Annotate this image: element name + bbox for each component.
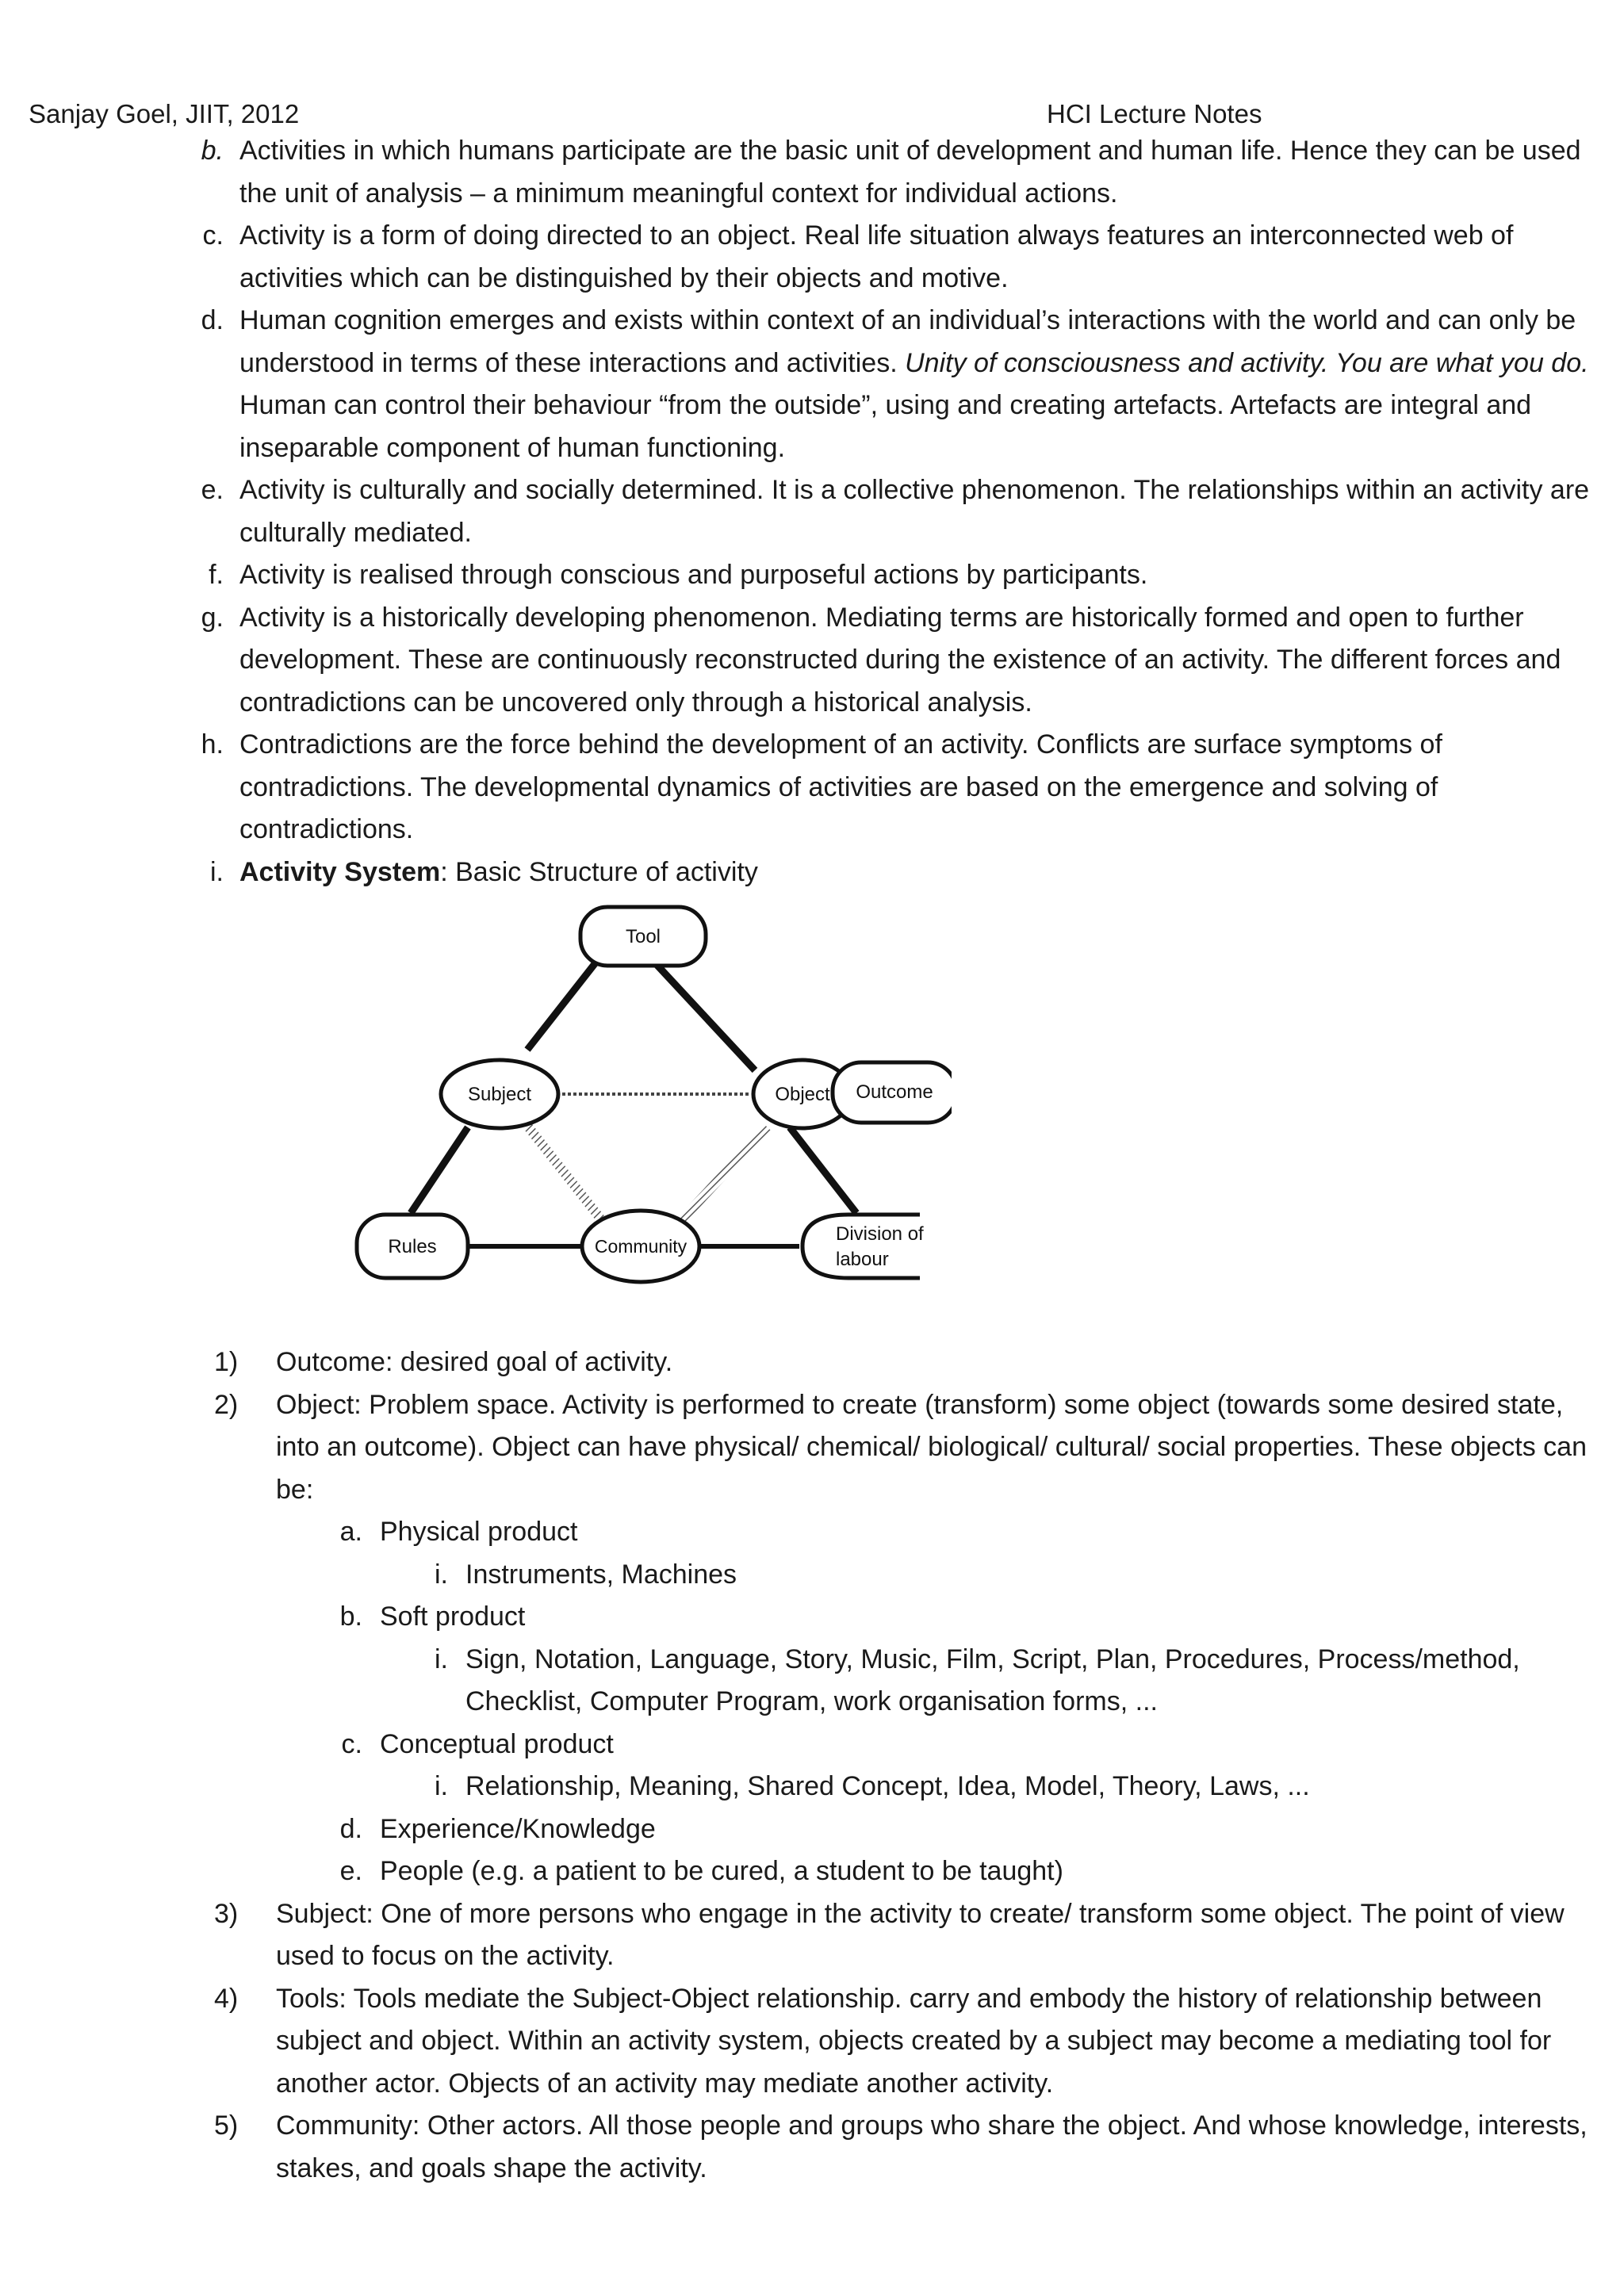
outcome-label: Outcome — [856, 1081, 933, 1103]
item-text: Activity is culturally and socially determined. It is a collective phenomenon. The relationships within an activity are culturally mediated. — [239, 475, 1590, 548]
item-text: Activity is realised through conscious and purposeful actions by participants. — [239, 560, 1148, 590]
item-text: Experience/Knowledge — [380, 1813, 656, 1844]
list-item — [174, 215, 1602, 300]
list-item — [214, 1893, 1602, 1978]
item-label: 2) — [214, 1389, 239, 1420]
list-item — [174, 469, 1602, 554]
item-text — [239, 851, 1602, 894]
item-label: d. — [339, 1813, 362, 1844]
activity-system-diagram — [349, 904, 952, 1284]
item-text: Activity is a historically developing phenomenon. Mediating terms are historically formed and open to further development. These are continuously reconstructed during the existence of an activity. The different forces and contradictions can be uncovered only through a historical analysis. — [239, 602, 1561, 718]
list-item — [214, 2105, 1602, 2190]
rules-label: Rules — [388, 1236, 437, 1257]
tool-object-edge — [650, 958, 755, 1070]
item-text: Outcome: desired goal of activity. — [276, 1347, 673, 1377]
item-text: Soft product — [380, 1601, 526, 1632]
item-label: a. — [339, 1517, 362, 1547]
item-label: c. — [341, 1728, 362, 1759]
item-label: f. — [209, 560, 224, 590]
item-label: 4) — [214, 1983, 239, 2014]
list-item — [214, 1850, 1602, 1893]
item-text: Object: Problem space. Activity is performed to create (transform) some object (towards some desired state, into an outcome). Object can have physical/ chemical/ biological/ cultural/ social properties. These objects can be: — [276, 1389, 1588, 1505]
item-text-part: : Basic Structure of activity — [440, 856, 758, 887]
list-item — [214, 1384, 1602, 1512]
item-label: h. — [201, 729, 224, 760]
list-item — [174, 554, 1602, 597]
item-text: Activity is a form of doing directed to an object. Real life situation always features an interconnected web of activities which can be distinguished by their objects and motive. — [239, 220, 1514, 293]
components-list — [214, 1341, 1602, 2190]
object-division-edge — [790, 1127, 856, 1213]
list-item — [214, 1978, 1602, 2106]
item-label: i. — [435, 1644, 448, 1674]
object-label: Object — [775, 1084, 830, 1105]
list-item — [214, 1766, 1602, 1808]
header-title: HCI Lecture Notes — [1047, 99, 1262, 128]
object-community-hatched-line — [682, 1127, 768, 1219]
item-text: Physical product — [380, 1517, 578, 1547]
list-item — [214, 1554, 1602, 1597]
list-item — [214, 1808, 1602, 1851]
item-text: Community: Other actors. All those people and groups who share the object. And whose knowledge, interests, stakes, and goals shape the activity. — [276, 2110, 1588, 2183]
division-label-line-1: Division of — [836, 1223, 924, 1245]
item-text: Relationship, Meaning, Shared Concept, Idea, Model, Theory, Laws, ... — [465, 1771, 1310, 1801]
item-label: e. — [339, 1856, 362, 1886]
item-label: d. — [201, 305, 224, 335]
tool-label: Tool — [625, 926, 661, 947]
item-text — [239, 300, 1602, 469]
item-label: i. — [210, 856, 224, 887]
item-label: b. — [201, 136, 224, 166]
list-item — [174, 724, 1602, 851]
item-text: Subject: One of more persons who engage in the activity to create/ transform some object. The point of view used to focus on the activity. — [276, 1898, 1565, 1971]
community-label: Community — [594, 1236, 688, 1257]
item-label: g. — [201, 602, 224, 633]
list-item — [214, 1639, 1602, 1724]
principles-list — [174, 130, 1602, 894]
item-label: c. — [202, 220, 224, 251]
item-label: e. — [201, 475, 224, 505]
italic-emphasis: Unity of consciousness and activity. You are what you do. — [905, 347, 1589, 378]
item-text: Activities in which humans participate are the basic unit of development and human life. Hence they can be used the unit of analysis – a minimum meaningful context for individual actions. — [239, 136, 1581, 209]
item-label: i. — [435, 1559, 448, 1590]
subject-rules-edge — [411, 1127, 468, 1213]
item-text: Instruments, Machines — [465, 1559, 737, 1590]
list-item — [214, 1511, 1602, 1554]
subject-label: Subject — [467, 1084, 532, 1105]
division-label-line-2: labour — [836, 1249, 889, 1270]
tool-subject-edge — [527, 958, 599, 1050]
item-text: Contradictions are the force behind the development of an activity. Conflicts are surface symptoms of contradictions. The developmental dynamics of activities are based on the emergence and solving of contradictions. — [239, 729, 1442, 844]
item-label: 3) — [214, 1898, 239, 1929]
subject-community-hatched-line — [527, 1126, 601, 1219]
header-author: Sanjay Goel, JIIT, 2012 — [29, 99, 300, 128]
item-text-part: Human cognition emerges and exists within context of an individual’s interactions with the world and can only be understood in terms of these interactions and activities. — [239, 305, 1576, 378]
item-text: Conceptual product — [380, 1728, 614, 1759]
list-item — [174, 597, 1602, 725]
item-label: b. — [339, 1601, 362, 1632]
list-item — [214, 1341, 1602, 1384]
list-item — [174, 300, 1602, 469]
item-text: Sign, Notation, Language, Story, Music, Film, Script, Plan, Procedures, Process/method, Checklist, Computer Program, work organisation forms, ... — [465, 1644, 1520, 1716]
item-label: 5) — [214, 2110, 239, 2141]
item-label: 1) — [214, 1347, 239, 1377]
item-text: People (e.g. a patient to be cured, a student to be taught) — [380, 1856, 1063, 1886]
bold-term: Activity System — [239, 856, 441, 887]
item-text: Tools: Tools mediate the Subject-Object relationship. carry and embody the history of relationship between subject and object. Within an activity system, objects created by a subject may become a mediating tool for another actor. Objects of an activity may mediate another activity. — [276, 1983, 1552, 2099]
item-text-part: Human can control their behaviour “from the outside”, using and creating artefacts. Artefacts are integral and inseparable component of human functioning. — [239, 390, 1532, 463]
list-item — [174, 130, 1602, 215]
list-item — [174, 851, 1602, 894]
list-item — [214, 1724, 1602, 1766]
item-label: i. — [435, 1771, 448, 1801]
list-item — [214, 1596, 1602, 1639]
